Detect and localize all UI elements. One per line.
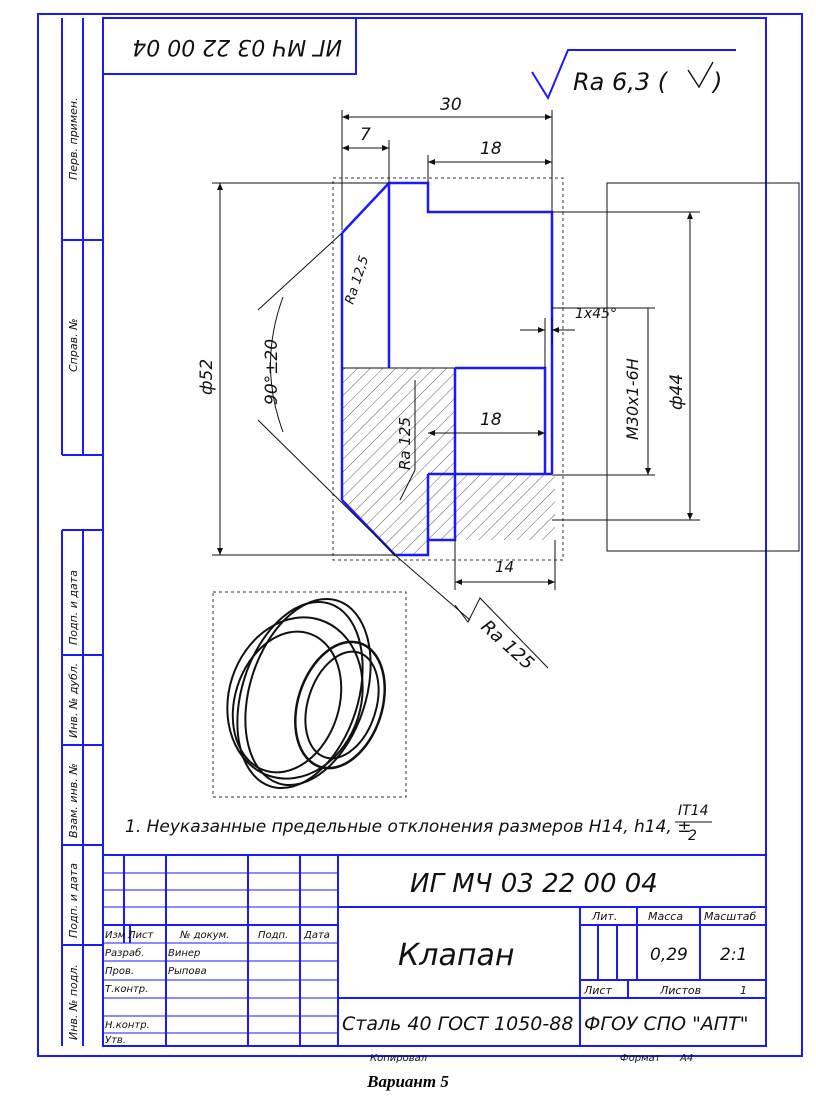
scale-value: 2:1 bbox=[720, 945, 748, 965]
row-tkontr: Т.контр. bbox=[105, 984, 149, 995]
roughness-inner-small: Ra 125 bbox=[396, 416, 414, 470]
row-utv: Утв. bbox=[105, 1035, 126, 1046]
prov-name: Рыпова bbox=[168, 966, 207, 977]
row-prov: Пров. bbox=[105, 966, 135, 977]
scale-label: Масштаб bbox=[704, 910, 757, 923]
razrab-name: Винер bbox=[168, 948, 201, 959]
col-data: Дата bbox=[304, 930, 330, 941]
note-frac-bottom: 2 bbox=[688, 828, 697, 844]
title-part-name: Клапан bbox=[398, 938, 515, 973]
footer-format-label: Формат bbox=[620, 1053, 661, 1064]
side-perv-primen: Перв. примен. bbox=[67, 97, 80, 180]
roughness-cone: Ra 12,5 bbox=[342, 253, 373, 307]
dim-angle: 90°±20 bbox=[262, 338, 282, 405]
dim-diameter-outer: ф52 bbox=[197, 358, 217, 395]
sheet-label: Лист bbox=[584, 984, 612, 997]
dim-hub-length: 14 bbox=[495, 558, 515, 576]
sheets-value: 1 bbox=[740, 984, 747, 997]
title-organization: ФГОУ СПО "АПТ" bbox=[584, 1013, 749, 1035]
title-doc-code: ИГ МЧ 03 22 00 04 bbox=[410, 869, 658, 899]
side-inv-dubl: Инв. № дубл. bbox=[67, 662, 80, 738]
sheets-label: Листов bbox=[660, 984, 702, 997]
dim-cone-length: 7 bbox=[360, 125, 371, 145]
dim-overall-length: 30 bbox=[440, 95, 462, 115]
side-sprav-no: Справ. № bbox=[67, 318, 80, 372]
footer-format-value: А4 bbox=[680, 1053, 694, 1064]
title-material: Сталь 40 ГОСТ 1050-88 bbox=[342, 1013, 574, 1035]
side-podp-data-1: Подп. и дата bbox=[67, 570, 80, 645]
mass-label: Масса bbox=[648, 910, 684, 923]
dim-thread: M30x1-6H bbox=[623, 358, 642, 440]
roughness-check-mark bbox=[688, 62, 713, 87]
col-podp: Подп. bbox=[258, 930, 289, 941]
dim-chamfer: 1x45° bbox=[575, 306, 618, 322]
section-hatched bbox=[342, 368, 555, 555]
col-list: Лист bbox=[128, 930, 154, 941]
side-podp-data-2: Подп. и дата bbox=[67, 863, 80, 938]
note-text: 1. Неуказанные предельные отклонения размеров H14, h14, ± bbox=[125, 817, 692, 837]
dim-lines-right bbox=[520, 183, 799, 551]
side-vzam-inv: Взам. инв. № bbox=[67, 763, 80, 838]
roughness-leader-text: Ra 125 bbox=[476, 616, 538, 675]
variant-caption: Вариант 5 bbox=[367, 1072, 449, 1091]
iso-view bbox=[207, 583, 400, 804]
doc-code-rotated: ИГ МЧ 03 22 00 04 bbox=[132, 34, 342, 59]
footer-copied: Копировал bbox=[370, 1053, 428, 1064]
row-nkontr: Н.контр. bbox=[105, 1020, 150, 1031]
dim-bore-depth: 18 bbox=[480, 139, 502, 159]
note-frac-top: IT14 bbox=[678, 803, 709, 819]
col-docum: № докум. bbox=[180, 930, 230, 941]
col-izm: Изм bbox=[105, 930, 126, 941]
roughness-general-text: Ra 6,3 ( bbox=[573, 68, 668, 96]
dim-diameter-bore: ф44 bbox=[667, 373, 687, 410]
lit-label: Лит. bbox=[592, 910, 618, 923]
dim-inner-depth: 18 bbox=[480, 410, 502, 430]
row-razrab: Разраб. bbox=[105, 948, 145, 959]
mass-value: 0,29 bbox=[650, 945, 688, 965]
side-inv-podl: Инв. № подл. bbox=[67, 964, 80, 1040]
roughness-close-paren: ) bbox=[713, 68, 723, 96]
